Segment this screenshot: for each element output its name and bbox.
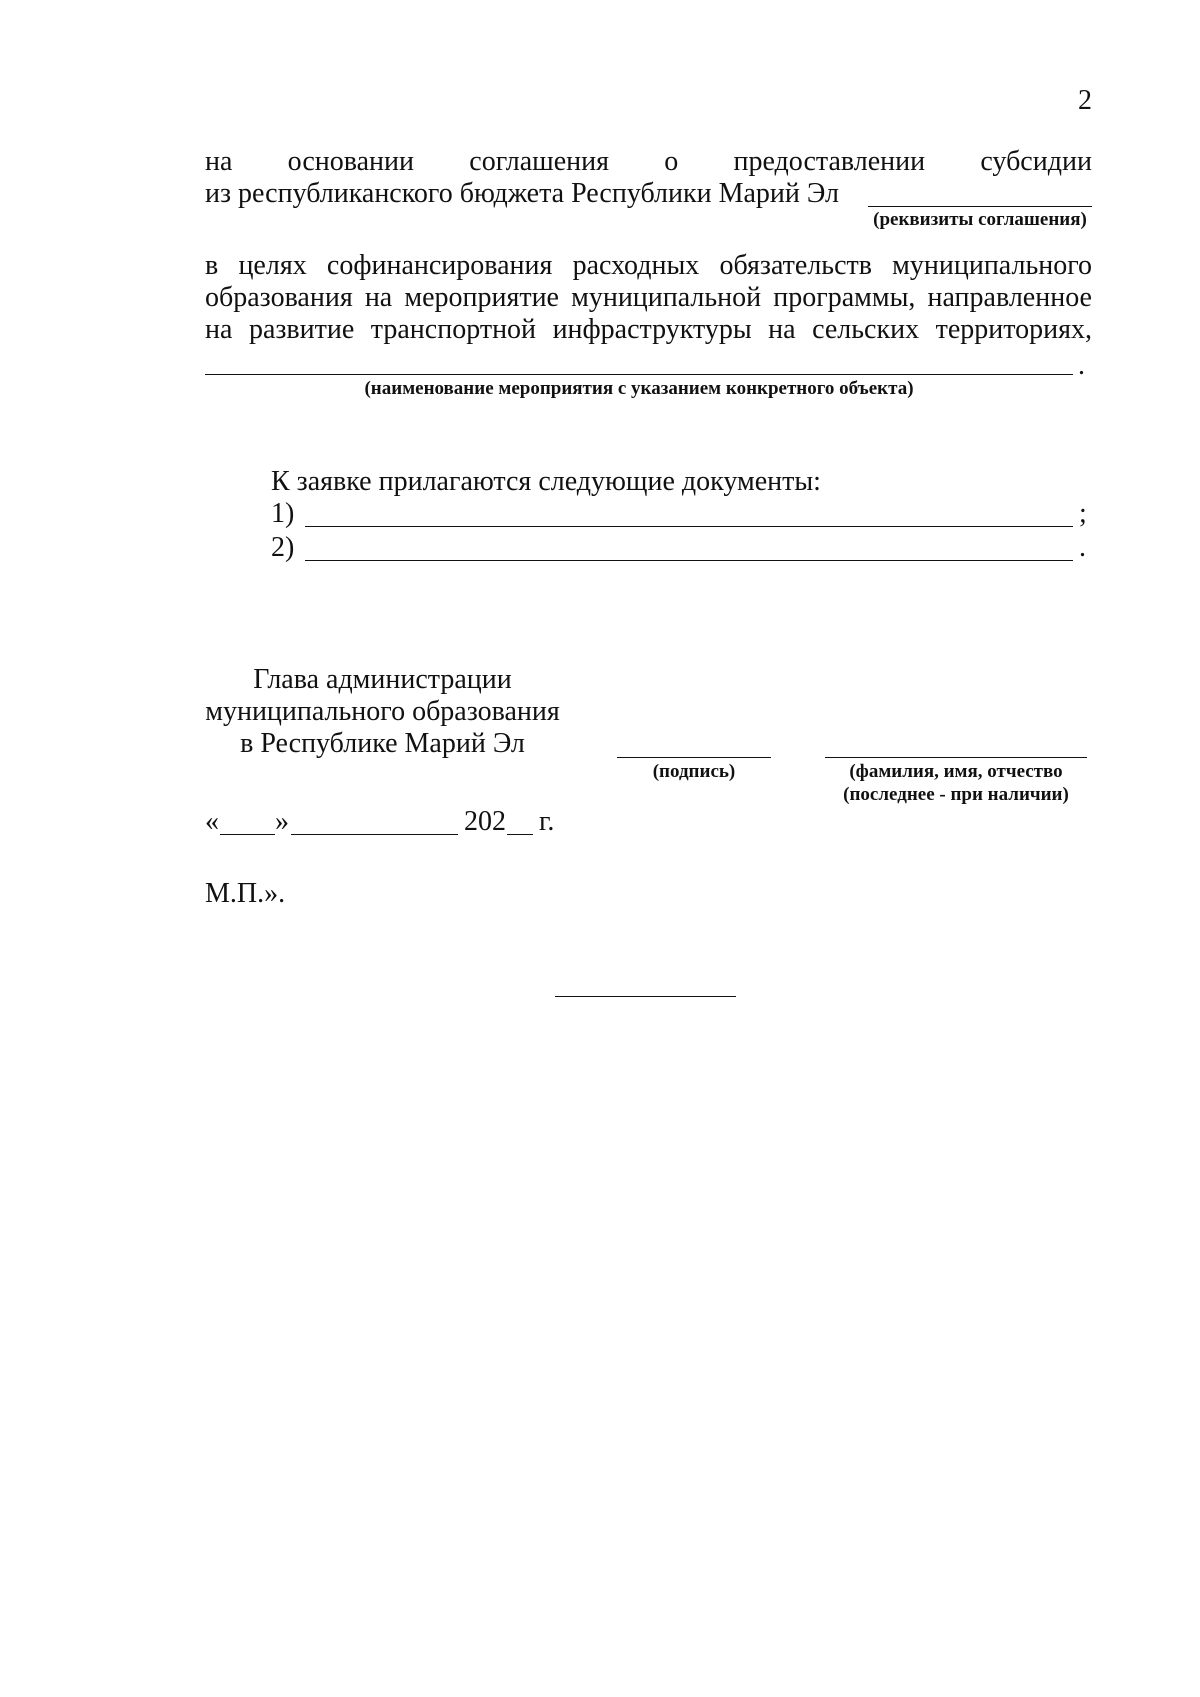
word: субсидии bbox=[980, 146, 1092, 177]
attachment-end: ; bbox=[1079, 498, 1087, 529]
word: в bbox=[205, 250, 219, 281]
full-name-caption-line: (последнее - при наличии) bbox=[843, 784, 1069, 805]
date-year: 202 bbox=[464, 806, 506, 837]
stamp-placeholder: М.П.». bbox=[205, 878, 286, 909]
attachment-end: . bbox=[1079, 532, 1086, 563]
date-year-suffix: г. bbox=[539, 806, 555, 837]
agreement-details-caption: (реквизиты соглашения) bbox=[873, 209, 1087, 230]
word: на bbox=[768, 314, 796, 345]
word: целях bbox=[238, 250, 307, 281]
word: о bbox=[664, 146, 679, 177]
attachment-number: 1) bbox=[271, 498, 295, 529]
signatory-line: муниципального образования bbox=[205, 696, 560, 727]
paragraph2-line1 bbox=[205, 250, 1092, 282]
word: основании bbox=[287, 146, 415, 177]
date-year-field[interactable] bbox=[507, 834, 533, 835]
signatory-line: Глава администрации bbox=[253, 664, 512, 695]
signature-field[interactable] bbox=[617, 757, 771, 758]
word: транспортной bbox=[370, 314, 537, 345]
attachments-heading: К заявке прилагаются следующие документы: bbox=[271, 466, 821, 497]
page-number: 2 bbox=[1078, 85, 1092, 116]
word: обязательств bbox=[719, 250, 872, 281]
signature-caption: (подпись) bbox=[652, 761, 736, 782]
word: сельских bbox=[812, 314, 920, 345]
signatory-line: в Республике Марий Эл bbox=[240, 728, 525, 759]
agreement-details-field[interactable] bbox=[868, 206, 1092, 207]
word: программы, bbox=[773, 282, 916, 313]
full-name-caption-line: (фамилия, имя, отчество bbox=[849, 761, 1063, 782]
date-day-field[interactable] bbox=[220, 834, 275, 835]
end-divider bbox=[555, 996, 736, 997]
paragraph2-line2 bbox=[205, 282, 1092, 314]
paragraph1-line2: из республиканского бюджета Республики Марий Эл bbox=[205, 178, 839, 209]
event-name-field[interactable] bbox=[205, 374, 1073, 375]
attachment-number: 2) bbox=[271, 532, 295, 563]
word: муниципального bbox=[892, 250, 1092, 281]
word: софинансирования bbox=[326, 250, 553, 281]
attachment-field-2[interactable] bbox=[305, 560, 1073, 561]
word: расходных bbox=[572, 250, 700, 281]
word: соглашения bbox=[469, 146, 609, 177]
event-name-caption: (наименование мероприятия с указанием конкретного объекта) bbox=[364, 378, 914, 399]
word: развитие bbox=[248, 314, 355, 345]
word: образования bbox=[205, 282, 353, 313]
word: территориях, bbox=[935, 314, 1092, 345]
full-name-field[interactable] bbox=[825, 757, 1087, 758]
word: на bbox=[364, 282, 393, 313]
date-close-quote: » bbox=[275, 806, 289, 837]
attachment-field-1[interactable] bbox=[305, 526, 1073, 527]
word: мероприятие bbox=[404, 282, 559, 313]
date-month-field[interactable] bbox=[291, 834, 458, 835]
paragraph2-line3 bbox=[205, 314, 1092, 346]
date-open-quote: « bbox=[205, 806, 219, 837]
event-name-period: . bbox=[1078, 350, 1085, 381]
word: на bbox=[205, 146, 233, 177]
word: на bbox=[205, 314, 233, 345]
paragraph1-line1 bbox=[205, 146, 1092, 178]
word: инфраструктуры bbox=[552, 314, 752, 345]
word: направленное bbox=[927, 282, 1092, 313]
word: муниципальной bbox=[571, 282, 762, 313]
word: предоставлении bbox=[733, 146, 926, 177]
